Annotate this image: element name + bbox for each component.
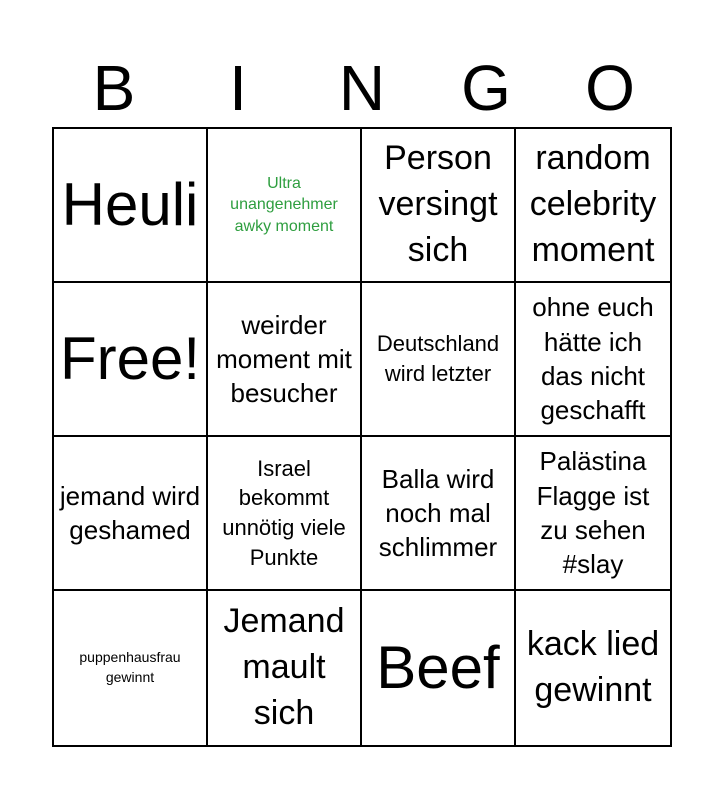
cell-text: Beef	[376, 634, 500, 701]
cell-text: Ultra unangenehmer awky moment	[230, 174, 338, 235]
cell-text: Free!	[59, 325, 201, 392]
bingo-cell[interactable]	[362, 283, 516, 437]
bingo-cell[interactable]	[516, 283, 670, 437]
header-letter-o: O	[585, 52, 635, 124]
cell-text: Deutschland wird letzter	[376, 331, 500, 386]
cell-text: Israel bekommt unnötig viele Punkte	[222, 455, 346, 570]
bingo-cell[interactable]	[362, 591, 516, 745]
bingo-cell[interactable]	[362, 437, 516, 591]
cell-text: Heuli	[61, 171, 199, 238]
bingo-cell[interactable]	[54, 591, 208, 745]
cell-text: puppenhausfrau gewinnt	[79, 649, 181, 685]
cell-text: Jemand mault sich	[223, 602, 345, 732]
bingo-cell[interactable]	[208, 283, 362, 437]
bingo-cell[interactable]	[208, 129, 362, 283]
cell-text: jemand wird geshamed	[59, 480, 201, 545]
bingo-cell[interactable]	[362, 129, 516, 283]
bingo-cell[interactable]	[208, 437, 362, 591]
cell-text: Balla wird noch mal schlimmer	[378, 463, 498, 563]
cell-text: random celebrity moment	[529, 139, 657, 269]
bingo-cell[interactable]	[516, 437, 670, 591]
bingo-cell-free[interactable]	[54, 283, 208, 437]
cell-text: Person versingt sich	[378, 139, 498, 269]
bingo-header	[52, 48, 672, 128]
cell-text: weirder moment mit besucher	[216, 309, 352, 409]
header-letter-g: G	[461, 52, 511, 124]
bingo-cell[interactable]	[54, 437, 208, 591]
cell-text: Palästina Flagge ist zu sehen #slay	[536, 446, 650, 580]
bingo-cell[interactable]	[516, 591, 670, 745]
bingo-cell[interactable]	[516, 129, 670, 283]
cell-text: kack lied gewinnt	[526, 625, 660, 709]
header-letter-b: B	[92, 52, 136, 124]
cell-text: ohne euch hätte ich das nicht geschafft	[532, 292, 654, 426]
bingo-cell[interactable]	[208, 591, 362, 745]
bingo-board	[52, 127, 672, 747]
bingo-cell[interactable]	[54, 129, 208, 283]
header-letter-n: N	[338, 52, 386, 124]
header-letter-i: I	[229, 52, 247, 124]
